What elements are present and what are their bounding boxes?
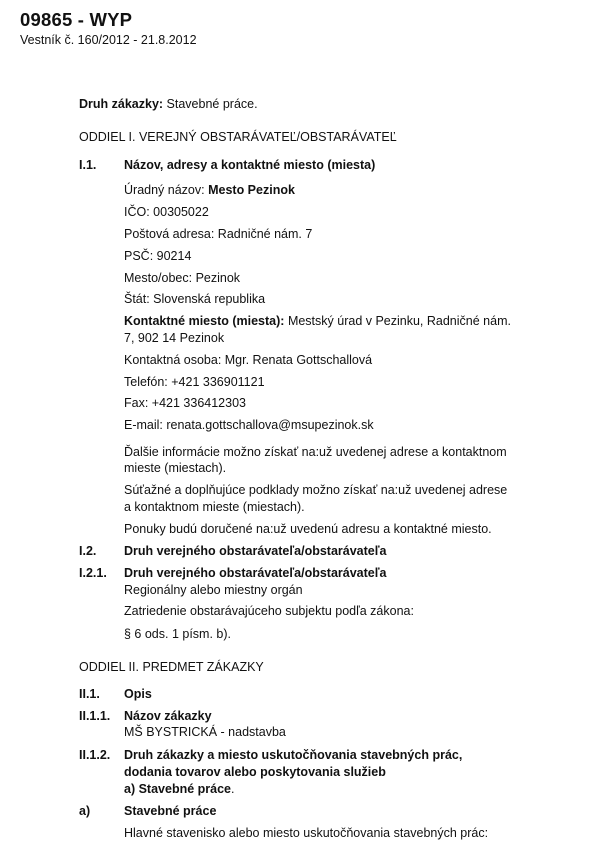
offers-delivery: Ponuky budú doručené na:už uvedenú adresu a kontaktné miesto. — [124, 522, 492, 536]
postal-code: PSČ: 90214 — [124, 249, 192, 263]
section-1-title: ODDIEL I. VEREJNÝ OBSTARÁVATEĽ/OBSTARÁVATEĽ — [79, 130, 397, 144]
contract-type-value: Stavebné práce. — [166, 97, 258, 111]
postal-address: Poštová adresa: Radničné nám. 7 — [124, 227, 313, 241]
contract-name: MŠ BYSTRICKÁ - nadstavba — [124, 725, 286, 739]
contact-point-line1 — [124, 313, 511, 329]
contact-point-label: Kontaktné miesto (miesta): — [124, 314, 285, 328]
document-id: 09865 - WYP — [20, 9, 133, 30]
city: Mesto/obec: Pezinok — [124, 271, 241, 285]
i21-number: I.2.1. — [79, 566, 107, 580]
i1-number: I.1. — [79, 158, 97, 172]
ii12-type-value: a) Stavebné práce — [124, 782, 231, 796]
contact-point-value: Mestský úrad v Pezinku, Radničné nám. — [287, 314, 511, 328]
official-name-value: Mesto Pezinok — [208, 183, 295, 197]
phone: Telefón: +421 336901121 — [124, 375, 265, 389]
classification-value: § 6 ods. 1 písm. b). — [124, 627, 231, 641]
contract-type-label: Druh zákazky: — [79, 97, 164, 111]
ii12-title-line1: Druh zákazky a miesto uskutočňovania stavebných prác, — [124, 748, 463, 762]
contract-type-line — [79, 96, 258, 112]
more-info-line1: Ďalšie informácie možno získať na:už uvedenej adrese a kontaktnom — [124, 445, 507, 459]
official-name-label: Úradný názov: — [124, 183, 205, 197]
contact-point-line2: 7, 902 14 Pezinok — [124, 331, 225, 345]
i2-number: I.2. — [79, 544, 97, 558]
ii11-title: Názov zákazky — [124, 709, 212, 723]
section-2-title: ODDIEL II. PREDMET ZÁKAZKY — [79, 660, 264, 674]
main-site-label: Hlavné stavenisko alebo miesto uskutočňovania stavebných prác: — [124, 826, 489, 840]
ico: IČO: 00305022 — [124, 205, 209, 219]
classification-label: Zatriedenie obstarávajúceho subjektu podľa zákona: — [124, 604, 414, 618]
authority-type: Regionálny alebo miestny orgán — [124, 583, 303, 597]
ii12-title-line2: dodania tovarov alebo poskytovania služieb — [124, 765, 386, 779]
ii12-type-tail: . — [231, 782, 235, 796]
email: E-mail: renata.gottschallova@msupezinok.sk — [124, 418, 374, 432]
i1-title: Názov, adresy a kontaktné miesto (miesta) — [124, 158, 376, 172]
ii1-number: II.1. — [79, 687, 100, 701]
ii12-title-line3 — [124, 781, 234, 797]
a-title: Stavebné práce — [124, 804, 217, 818]
i2-title: Druh verejného obstarávateľa/obstarávateľa — [124, 544, 387, 558]
documents-line1: Súťažné a doplňujúce podklady možno získať na:už uvedenej adrese — [124, 483, 508, 497]
official-name-line — [124, 182, 295, 198]
ii11-number: II.1.1. — [79, 709, 111, 723]
documents-line2: a kontaktnom mieste (miestach). — [124, 500, 305, 514]
ii12-number: II.1.2. — [79, 748, 111, 762]
contact-person: Kontaktná osoba: Mgr. Renata Gottschallová — [124, 353, 373, 367]
fax: Fax: +421 336412303 — [124, 396, 246, 410]
more-info-line2: mieste (miestach). — [124, 461, 227, 475]
country: Štát: Slovenská republika — [124, 292, 266, 306]
i21-title: Druh verejného obstarávateľa/obstarávateľa — [124, 566, 387, 580]
bulletin-reference: Vestník č. 160/2012 - 21.8.2012 — [20, 33, 197, 47]
a-number: a) — [79, 804, 91, 818]
ii1-title: Opis — [124, 687, 152, 701]
